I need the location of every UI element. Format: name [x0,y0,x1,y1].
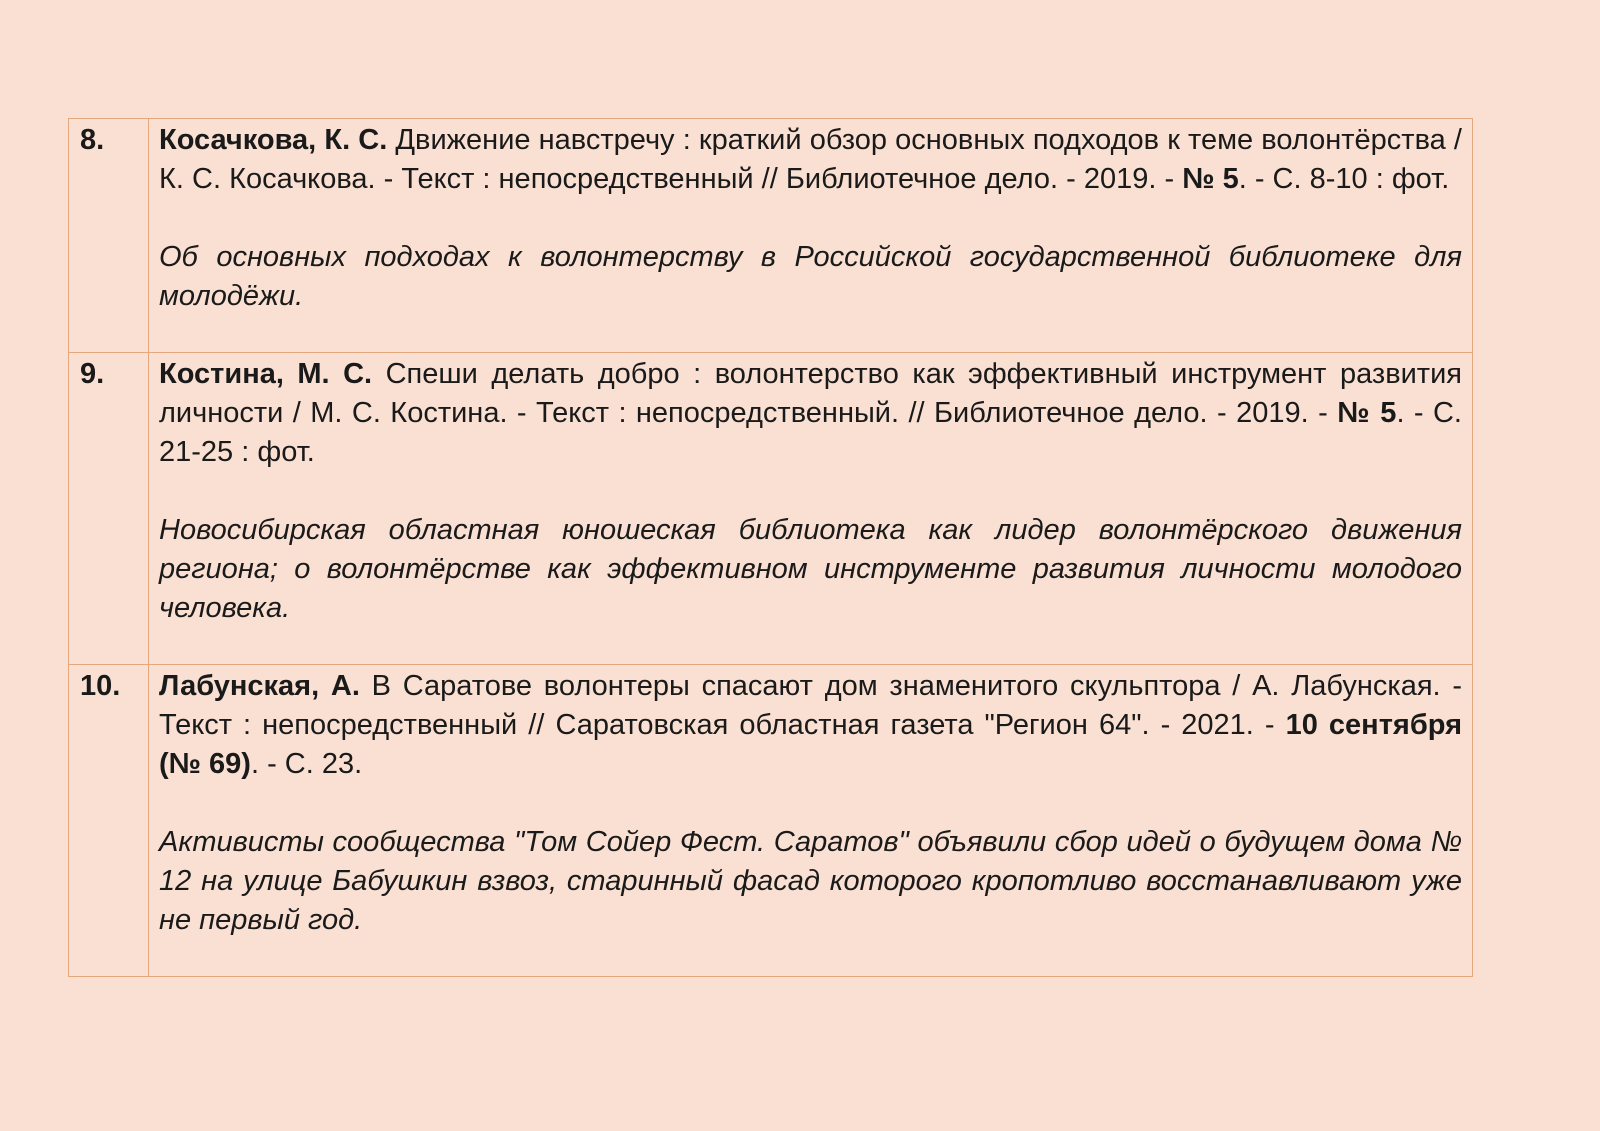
entry-cell [149,353,1473,665]
citation-text: Движение навстречу : краткий обзор основных подходов к теме волонтёрства / К. С. Косачкова. - Текст : непосредственный // Библиотечное дело. - 2019. - [159,124,1462,195]
citation [159,121,1462,199]
citation [159,355,1462,472]
entry-author: Костина, М. С. [159,358,373,390]
issue-number: № 5 [1182,163,1239,195]
citation-text: В Саратове волонтеры спасают дом знаменитого скульптора / А. Лабунская. - Текст : непосредственный // Саратовская областная газета "Регион 64". - 2021. - [159,670,1462,741]
table-row [69,119,1473,353]
annotation: Активисты сообщества "Том Сойер Фест. Саратов" объявили сбор идей о будущем дома № 12 на улице Бабушкин взвоз, старинный фасад которого кропотливо восстанавливают уже не первый год. [159,826,1462,936]
entry-number: 10. [69,665,149,977]
annotation: Об основных подходах к волонтерству в Российской государственной библиотеке для молодёжи. [159,241,1462,312]
entry-cell [149,665,1473,977]
entry-author: Косачкова, К. С. [159,124,388,156]
table-row [69,665,1473,977]
entry-author: Лабунская, А. [159,670,360,702]
citation-pages: . - С. 23. [250,748,363,780]
entry-cell [149,119,1473,353]
entry-number: 8. [69,119,149,353]
issue-number: № 5 [1337,397,1397,429]
citation-pages: . - С. 21-25 : фот. [159,397,1462,468]
table-row [69,353,1473,665]
citation-pages: . - С. 8-10 : фот. [1238,163,1450,195]
annotation: Новосибирская областная юношеская библиотека как лидер волонтёрского движения региона; о волонтёрстве как эффективном инструменте развития личности молодого человека. [159,514,1462,624]
citation-text: Спеши делать добро : волонтерство как эффективный инструмент развития личности / М. С. Костина. - Текст : непосредственный. // Библиотечное дело. - 2019. - [159,358,1462,429]
entry-number: 9. [69,353,149,665]
bibliography-table [68,118,1473,977]
issue-number: 10 сентября (№ 69) [159,709,1462,780]
citation [159,667,1462,784]
